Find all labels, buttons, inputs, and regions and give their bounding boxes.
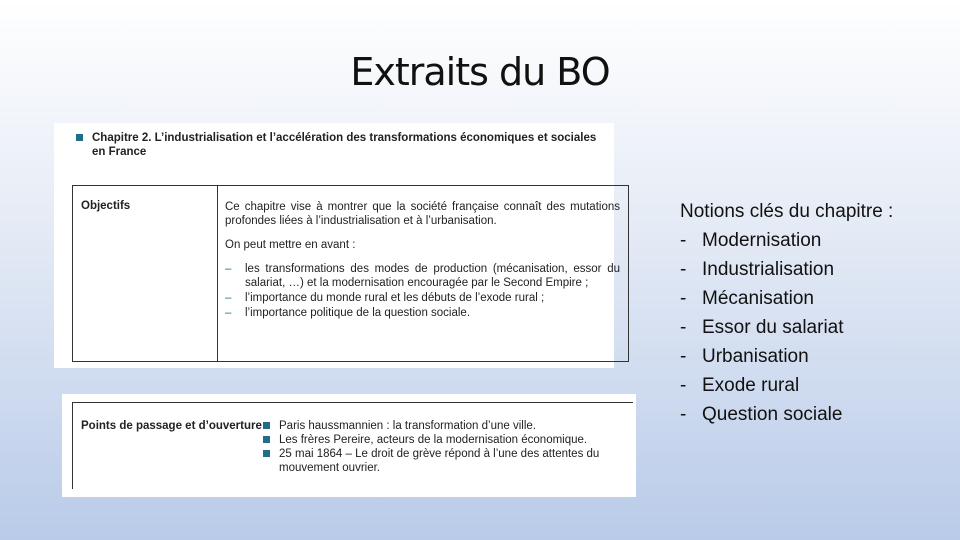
list-item — [225, 306, 620, 320]
list-item — [225, 262, 620, 290]
list-item-text: Modernisation — [702, 230, 822, 251]
objectives-text: Ce chapitre vise à montrer que la société française connaît des mutations profondes liées à l’industrialisation et à l’urbanisation. — [225, 201, 620, 227]
list-item-text: les transformations des modes de production (mécanisation, essor du salariat, …) et la modernisation encouragée par le Second Empire ; — [245, 263, 620, 289]
list-item-text: Mécanisation — [702, 288, 814, 309]
dash-bullet: - — [680, 346, 687, 367]
list-item — [680, 284, 950, 313]
chapter-heading — [92, 131, 612, 159]
dash-bullet: - — [680, 317, 687, 338]
list-item-text: Essor du salariat — [702, 317, 844, 338]
list-item-text: Urbanisation — [702, 346, 809, 367]
list-item — [680, 313, 950, 342]
list-item — [225, 291, 620, 305]
dash-bullet: - — [680, 404, 687, 425]
dash-bullet: – — [225, 307, 232, 319]
dash-bullet: - — [680, 288, 687, 309]
highlight-intro: On peut mettre en avant : — [225, 239, 356, 251]
list-item — [263, 433, 633, 447]
objectives-label: Objectifs — [81, 200, 131, 212]
list-item — [263, 447, 633, 475]
points-list — [263, 419, 633, 475]
bo-excerpt-objectives — [54, 123, 620, 368]
table-divider — [217, 186, 218, 361]
key-notions — [680, 197, 950, 429]
dash-bullet: - — [680, 375, 687, 396]
list-item-text: Question sociale — [702, 404, 843, 425]
slide-title: Extraits du BO — [350, 50, 610, 94]
dash-bullet: – — [225, 263, 232, 275]
square-bullet-icon — [263, 436, 270, 443]
key-notions-heading: Notions clés du chapitre : — [680, 201, 894, 222]
objectives-table — [72, 185, 629, 362]
list-item — [680, 226, 950, 255]
objectives-body — [225, 200, 620, 321]
points-table — [72, 402, 633, 489]
square-bullet-icon — [263, 450, 270, 457]
chapter-heading-text: Chapitre 2. L’industrialisation et l’accélération des transformations économiques et sociales en France — [92, 132, 597, 158]
dash-bullet: - — [680, 259, 687, 280]
list-item — [680, 255, 950, 284]
list-item — [680, 371, 950, 400]
list-item-text: Paris haussmannien : la transformation d’une ville. — [279, 420, 536, 432]
square-bullet-icon — [263, 422, 270, 429]
bo-excerpt-points — [62, 394, 636, 497]
list-item — [680, 400, 950, 429]
list-item-text: Industrialisation — [702, 259, 835, 280]
square-bullet-icon — [76, 134, 83, 141]
dash-bullet: - — [680, 230, 687, 251]
list-item-text: 25 mai 1864 – Le droit de grève répond à l’une des attentes du mouvement ouvrier. — [279, 448, 600, 474]
highlights-list — [225, 262, 620, 320]
list-item — [263, 419, 633, 433]
list-item-text: l’importance du monde rural et les débuts de l’exode rural ; — [245, 292, 545, 304]
key-notions-list — [680, 226, 950, 429]
list-item-text: Exode rural — [702, 375, 800, 396]
list-item-text: l’importance politique de la question sociale. — [245, 307, 471, 319]
list-item-text: Les frères Pereire, acteurs de la modernisation économique. — [279, 434, 588, 446]
list-item — [680, 342, 950, 371]
points-label: Points de passage et d’ouverture — [81, 420, 262, 432]
dash-bullet: – — [225, 292, 232, 304]
